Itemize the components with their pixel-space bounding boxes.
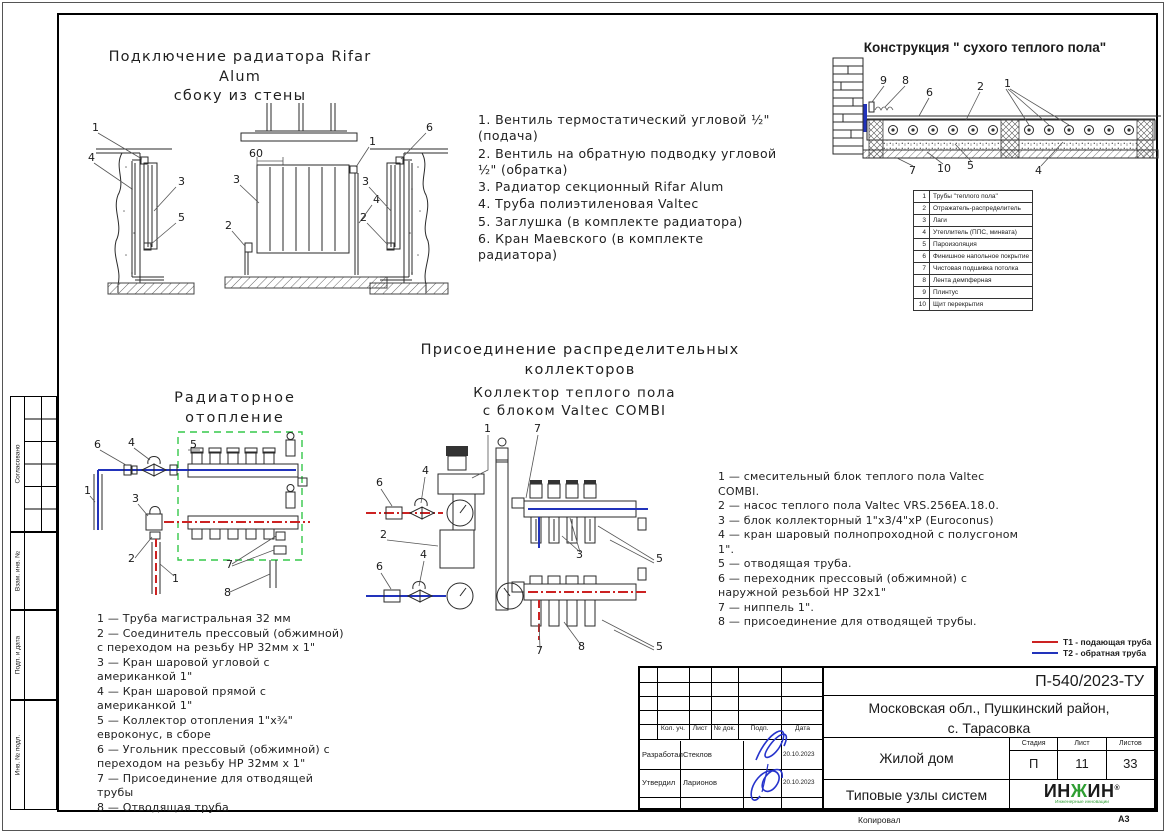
project-location: [824, 696, 1154, 738]
stamp-vzam-inv: [10, 532, 57, 610]
title-line2: сбоку из стены: [173, 88, 307, 105]
format-label: А3: [1118, 814, 1130, 824]
damper-tape: [875, 107, 893, 110]
sheet-value: 11: [1058, 751, 1106, 779]
location-line2: с. Тарасовка: [947, 720, 1031, 737]
end-valve: [638, 568, 646, 580]
table-row: 7 Чистовая подшивка потолка: [914, 263, 1033, 275]
assembly-boundary: [178, 432, 302, 560]
combi-callouts: [376, 422, 663, 657]
callout: 3: [362, 175, 369, 188]
combi-collector-drawing: [358, 418, 703, 663]
table-row: 8 Лента демпферная: [914, 275, 1033, 287]
callout: 1: [92, 121, 99, 134]
callout: 3: [178, 175, 185, 188]
angle-valve: [146, 514, 162, 530]
return-manifold: [164, 485, 310, 555]
sheet-content-name: Типовые узлы систем: [824, 780, 1010, 808]
copied-by-label: Копировал: [858, 815, 901, 825]
callout: 6: [376, 476, 383, 489]
callout: 1: [1004, 77, 1011, 90]
brick-wall: [833, 58, 867, 154]
callout: 4: [88, 151, 95, 164]
callout: 7: [534, 422, 541, 435]
callout: 6: [376, 560, 383, 573]
logo-subtitle: Инженерные инновации: [1055, 800, 1109, 805]
floor-manifold-top: [524, 480, 648, 548]
callout: 2: [128, 552, 135, 565]
sheet-label: Лист: [1058, 738, 1106, 750]
callout: 4: [128, 436, 135, 449]
stamp-podp-data: [10, 610, 57, 700]
t2-swatch: [1032, 652, 1058, 654]
stage-sheet-headers: [1010, 738, 1154, 751]
legend-item: 4 — кран шаровый полнопроходной с полусгоном 1".: [718, 528, 1019, 556]
pipe-legend: [1032, 636, 1151, 658]
section-title-collectors: Присоединение распределительных коллекторов: [420, 342, 740, 378]
legend-item: 8 — присоединение для отводящей трубы.: [718, 615, 977, 629]
callout: 4: [1035, 164, 1042, 177]
callout: 2: [360, 211, 367, 224]
flow-meters: [531, 517, 595, 543]
table-row: 3 Лаги: [914, 215, 1033, 227]
supply-inlet: [366, 499, 443, 520]
dimension-60: 60: [249, 147, 263, 160]
callout: 4: [422, 464, 429, 477]
object-name: Жилой дом: [824, 738, 1010, 780]
insulation: [1019, 140, 1137, 150]
table-row: 4 Утеплитель (ППС, минвата): [914, 227, 1033, 239]
ball-valve: [410, 507, 434, 519]
legend-item: 4. Труба полиэтиленовая Valtec: [478, 196, 699, 212]
callout: 2: [380, 528, 387, 541]
legend-item: 5 — Коллектор отопления 1"х¾" евроконус, в сборе: [97, 713, 294, 742]
callout: 4: [420, 548, 427, 561]
callout: 8: [578, 640, 585, 653]
legend-item: 5. Заглушка (в комплекте радиатора): [478, 213, 743, 229]
legend-row-t2: [1032, 647, 1151, 658]
section-title-radiator-heating: Радиаторное отопление: [174, 390, 296, 426]
legend-item: 2 — Соединитель прессовый (обжимной) с переходом на резьбу НР 32мм х 1": [97, 626, 344, 655]
stamp-label: Подп. и дата: [14, 635, 21, 675]
callout: 6: [94, 438, 101, 451]
plinth: [869, 102, 874, 112]
sheets-label: Листов: [1118, 740, 1142, 747]
callout: 9: [880, 74, 887, 87]
name: Стеклов: [683, 750, 712, 759]
legend-item: 6 — переходник прессовый (обжимной) с наружной резьбой НР 32х1": [718, 571, 968, 600]
legend-item: 2. Вентиль на обратную подводку угловой ½" (обратка): [478, 145, 777, 177]
return-inlet: [366, 582, 446, 603]
title-block-revision-grid: [640, 668, 824, 808]
title-line1: Подключение радиатора Rifar Alum: [108, 49, 372, 85]
location-line1: Московская обл., Пушкинский район,: [868, 700, 1110, 716]
callout: 7: [536, 644, 543, 657]
date: 20.10.2023: [783, 751, 815, 758]
section-title-combi: [462, 384, 687, 420]
document-number: П-540/2023-ТУ: [824, 668, 1154, 696]
callout: 1: [84, 484, 91, 497]
radiator-heating-legend: [97, 612, 349, 815]
combi-legend: [718, 470, 1020, 630]
title-line2: с блоком Valtec COMBI: [482, 403, 667, 420]
manifold-callouts: [84, 436, 276, 599]
floor-callouts: [872, 74, 1069, 177]
air-vent: [286, 440, 295, 456]
role: Утвердил: [642, 778, 676, 787]
legend-item: 1 — смесительный блок теплого пола Valtec COMBI.: [718, 470, 985, 498]
callout: 2: [977, 80, 984, 93]
nipple: [512, 498, 524, 508]
callout: 7: [909, 164, 916, 177]
pump: [440, 530, 474, 568]
floor-layers: [863, 102, 1161, 158]
callout: 5: [656, 640, 663, 653]
stage-sheet-cells: [1010, 738, 1154, 780]
legend-item: 2 — насос теплого пола Valtec VRS.256EA.18.0.: [718, 499, 1000, 513]
signature-scribble: [738, 720, 800, 808]
legend-item: 5 — отводящая труба.: [718, 557, 852, 571]
callout: 1: [369, 135, 376, 148]
callout: 6: [926, 86, 933, 99]
callout: 5: [656, 552, 663, 565]
date: 20.10.2023: [783, 779, 815, 786]
callout: 4: [373, 193, 380, 206]
col-header: № док.: [713, 725, 736, 732]
table-row: 5 Пароизоляция: [914, 239, 1033, 251]
name: Ларионов: [683, 778, 717, 787]
company-logo: [1010, 780, 1154, 808]
stamp-soglasovano: [10, 396, 57, 532]
callout: 10: [937, 162, 951, 175]
t2-label: Т2 - обратная труба: [1063, 647, 1147, 658]
col-header: Лист: [692, 725, 708, 732]
radiator-parts-list: [478, 112, 778, 264]
legend-item: 8 — Отводящая труба: [97, 800, 229, 814]
col-header: Кол. уч.: [660, 725, 686, 732]
callout: 2: [225, 219, 232, 232]
callout: 7: [226, 558, 233, 571]
stamp-label-cell: [11, 533, 25, 609]
stamp-label-cell: [11, 397, 25, 531]
legend-item: 7 — Присоединение для отводящей трубы: [97, 771, 314, 800]
legend-item: 3. Радиатор секционный Rifar Alum: [478, 179, 724, 194]
radiator-view-center: [225, 103, 387, 288]
air-vent: [286, 492, 295, 508]
legend-item: 3 — Кран шаровой угловой с американкой 1": [97, 655, 270, 684]
stage-label: Стадия: [1010, 738, 1058, 750]
insulation: [883, 140, 1001, 150]
stage-sheet-values: [1010, 751, 1154, 779]
legend-item: 6. Кран Маевского (в комплекте радиатора): [478, 230, 704, 262]
stamp-label: Согласовано: [14, 444, 21, 484]
callout: 5: [967, 159, 974, 172]
legend-item: 3 — блок коллекторный 1"х3/4"хР (Euroconus): [718, 513, 994, 527]
legend-item: 1 — Труба магистральная 32 мм: [97, 612, 291, 625]
t1-swatch: [1032, 641, 1058, 643]
legend-item: 4 — Кран шаровой прямой с американкой 1": [97, 684, 267, 713]
floor-layers-table: [913, 190, 1033, 311]
legend-row-t1: [1032, 636, 1151, 647]
thermo-head: [446, 446, 468, 456]
wall-pipe-riser: [864, 104, 868, 132]
radiator-view-left: [88, 121, 194, 294]
stamp-label: Взам. инв. №: [14, 550, 21, 592]
stage-value: П: [1010, 751, 1058, 779]
end-valve: [638, 518, 646, 530]
stamp-inv-podl: [10, 700, 57, 810]
t1-label: Т1 - подающая труба: [1063, 636, 1152, 647]
stamp-cells: [25, 397, 56, 531]
table-row: 6 Финишное напольное покрытие: [914, 251, 1033, 263]
callout: 3: [233, 173, 240, 186]
table-row: 2 Отражатель-распределитель: [914, 203, 1033, 215]
radiator-views-drawing: [60, 95, 470, 305]
callout: 8: [902, 74, 909, 87]
mixing-unit: [438, 438, 524, 610]
callout: 3: [576, 548, 583, 561]
table-row: 10 Щит перекрытия: [914, 299, 1033, 311]
table-row: 9 Плинтус: [914, 287, 1033, 299]
callout: 5: [190, 438, 197, 451]
radiator-manifold-drawing: [80, 418, 370, 613]
legend-item: 7 — ниппель 1".: [718, 600, 815, 614]
callout: 5: [178, 211, 185, 224]
title-block: [638, 666, 1156, 810]
floor-manifold-bottom: [524, 568, 648, 640]
title-block-main: [824, 668, 1154, 808]
section-title-dry-floor: Конструкция " сухого теплого пола": [863, 40, 1107, 55]
legend-item: 1. Вентиль термостатический угловой ½" (подача): [478, 112, 770, 144]
callout: 8: [224, 586, 231, 599]
sheets-value: 33: [1123, 756, 1138, 771]
callout: 1: [484, 422, 491, 435]
callout: 1: [172, 572, 179, 585]
callout: 3: [132, 492, 139, 505]
stamp-label: Инв. № подл.: [14, 734, 21, 776]
col-header: Подп.: [750, 725, 769, 732]
col-header: Дата: [794, 725, 811, 732]
logo-text: ИНЖИН®: [1043, 781, 1121, 801]
stamp-label-cell: [11, 701, 25, 809]
callout: 6: [426, 121, 433, 134]
legend-item: 6 — Угольник прессовый (обжимной) с переходом на резьбу НР 32мм х 1": [97, 742, 330, 771]
stamp-label-cell: [11, 611, 25, 699]
dry-floor-drawing: [823, 52, 1163, 187]
return-piping: [146, 507, 276, 599]
table-row: 1 Трубы "теплого пола": [914, 191, 1033, 203]
role: Разработал: [642, 750, 683, 759]
deck-slab: [863, 150, 1158, 158]
title-line1: Коллектор теплого пола: [473, 385, 676, 401]
